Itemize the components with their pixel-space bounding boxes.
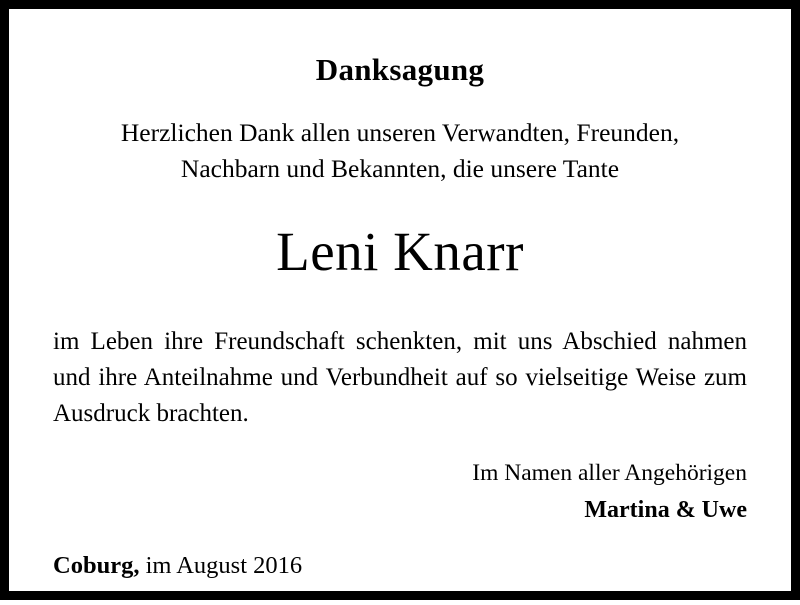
signoff-line: Im Namen aller Angehörigen [472,460,747,486]
intro-line-1: Herzlichen Dank allen unseren Verwandten, Freunden, [120,118,680,148]
deceased-name: Leni Knarr [276,220,524,282]
notice-body [53,324,747,432]
notice-inner [53,53,747,605]
intro-line-2: Nachbarn und Bekannten, die unsere Tante [180,154,620,184]
place-and-date [53,552,747,580]
place-label: Coburg, [53,552,140,580]
signoff-names: Martina & Uwe [584,496,747,523]
date-label: im August 2016 [139,552,303,580]
notice-signoff [53,458,747,526]
body-paragraph: im Leben ihre Freundschaft schenkten, mit uns Abschied nahmen und ihre Anteilnahme und Verbundheit auf so vielseitige Weise zum Ausdruck brachten. [53,328,747,427]
notice-heading: Danksagung [315,52,485,87]
notice-intro [53,115,747,187]
